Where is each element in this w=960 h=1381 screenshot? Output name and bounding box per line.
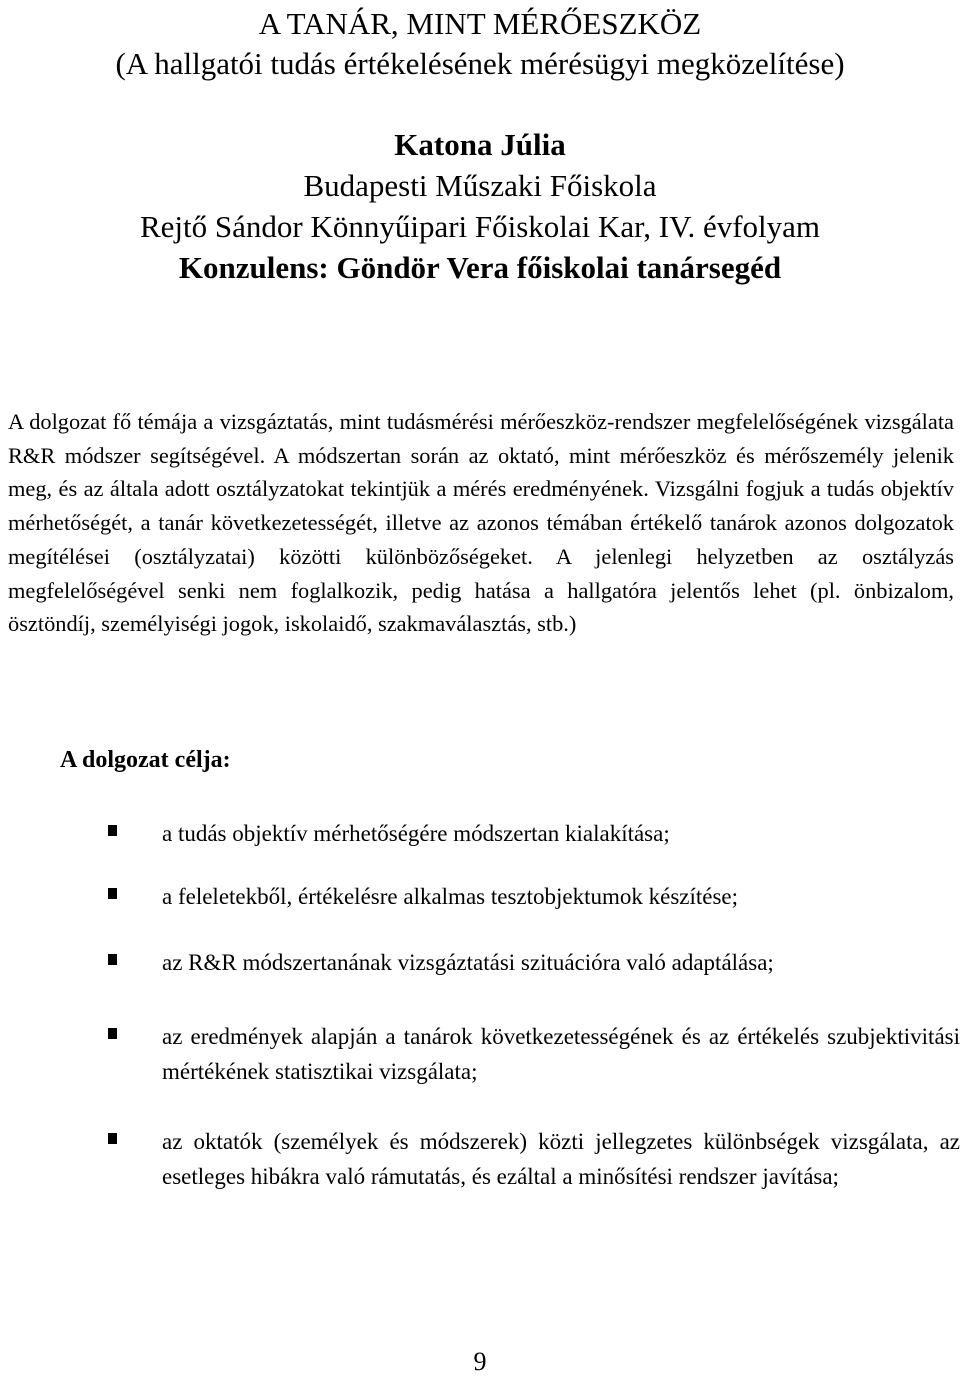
square-bullet-icon [108, 888, 117, 899]
square-bullet-icon [108, 954, 117, 965]
goal-text: az oktatók (személyek és módszerek) közti jellegzetes különbségek vizsgálata, az esetleges hibákra való rámutatás, és ezáltal a minősítési rendszer javítása; [162, 1129, 960, 1189]
goal-heading: A dolgozat célja: [60, 747, 231, 773]
author-block [0, 124, 960, 288]
square-bullet-icon [108, 1028, 117, 1039]
goal-text: az R&R módszertanának vizsgáztatási szituációra való adaptálása; [162, 950, 774, 975]
consultant: Konzulens: Göndör Vera főiskolai tanársegéd [178, 250, 782, 285]
document-title: A TANÁR, MINT MÉRŐESZKÖZ [258, 6, 702, 41]
page-number: 9 [473, 1347, 487, 1376]
document-subtitle: (A hallgatói tudás értékelésének mérésügyi megközelítése) [115, 46, 845, 81]
faculty: Rejtő Sándor Könnyűipari Főiskolai Kar, IV. évfolyam [139, 209, 821, 244]
title-block [0, 4, 960, 84]
square-bullet-icon [108, 1133, 117, 1144]
institution: Budapesti Műszaki Főiskola [303, 168, 657, 203]
square-bullet-icon [108, 825, 117, 836]
goal-text: az eredmények alapján a tanárok következetességének és az értékelés szubjektivitási mértékének statisztikai vizsgálata; [162, 1024, 960, 1084]
author-name: Katona Júlia [394, 127, 566, 162]
abstract-paragraph: A dolgozat fő témája a vizsgáztatás, mint tudásmérési mérőeszköz-rendszer megfelelőségének vizsgálata R&R módszer segítségével. A módszertan során az oktató, mint mérőeszköz és mérőszemély jelenik meg, és az általa adott osztályzatokat tekintjük a mérés eredményének. Vizsgálni fogjuk a tudás objektív mérhetőségét, a tanár következetességét, illetve az azonos témában értékelő tanárok azonos dolgozatok megítélései (osztályzatai) közötti különbözőségeket. A jelenlegi helyzetben az osztályzás megfelelőségével senki nem foglalkozik, pedig hatása a hallgatóra jelentős lehet (pl. önbizalom, ösztöndíj, személyiségi jogok, iskolaidő, szakmaválasztás, stb.) [8, 409, 954, 637]
goal-text: a feleletekből, értékelésre alkalmas tesztobjektumok készítése; [162, 884, 739, 909]
goal-text: a tudás objektív mérhetőségére módszertan kialakítása; [162, 821, 670, 846]
